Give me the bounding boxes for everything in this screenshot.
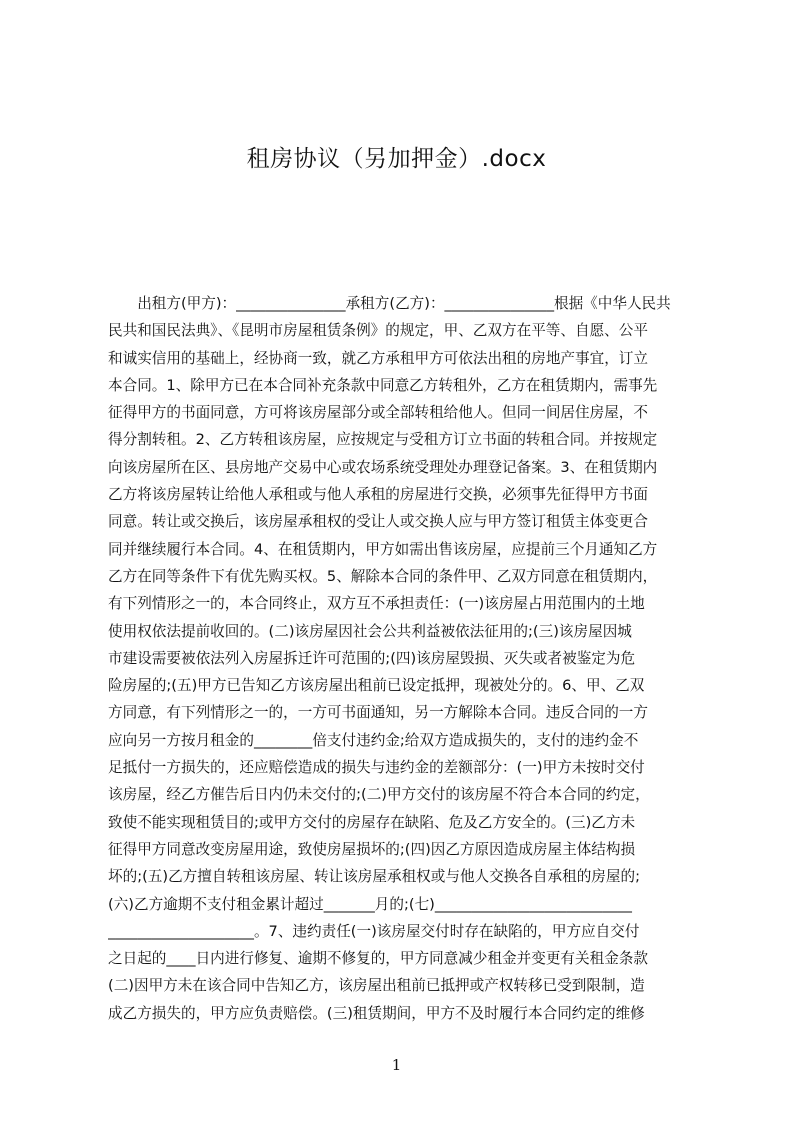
body-line: 有下列情形之一的，本合同终止，双方互不承担责任：(一)该房屋占用范围内的土地: [108, 595, 645, 613]
body-line: 向该房屋所在区、县房地产交易中心或农场系统受理处办理登记备案。3、在租赁期内: [108, 458, 658, 476]
body-line: 征得甲方同意改变房屋用途，致使房屋损坏的;(四)因乙方原因造成房屋主体结构损: [108, 840, 636, 858]
body-line: 乙方将该房屋转让给他人承租或与他人承租的房屋进行交换，必须事先征得甲方书面: [108, 486, 648, 504]
body-line: 同意。转让或交换后，该房屋承租权的受让人或交换人应与甲方签订租赁主体变更合: [108, 513, 648, 531]
body-line: 应向另一方按月租金的________倍支付违约金;给双方造成损失的，支付的违约金不: [108, 731, 639, 749]
body-line: 和诚实信用的基础上，经协商一致，就乙方承租甲方可依法出租的房地产事宜，订立: [108, 349, 648, 367]
body-line: 足抵付一方损失的，还应赔偿造成的损失与违约金的差额部分：(一)甲方未按时交付: [108, 759, 645, 777]
body-line: (二)因甲方未在该合同中告知乙方，该房屋出租前已抵押或产权转移已受到限制，造: [108, 977, 645, 995]
body-line: 得分割转租。2、乙方转租该房屋，应按规定与受租方订立书面的转租合同。并按规定: [108, 431, 658, 449]
document-title: 租房协议（另加押金）.docx: [246, 146, 547, 172]
body-line: ____________________。7、违约责任(一)该房屋交付时存在缺陷的，甲方应自交付: [108, 922, 640, 940]
body-line: 征得甲方的书面同意，方可将该房屋部分或全部转租给他人。但同一间居住房屋，不: [108, 404, 648, 422]
body-line: 本合同。1、除甲方已在本合同补充条款中同意乙方转租外，乙方在租赁期内，需事先: [108, 376, 658, 394]
body-line: 成乙方损失的，甲方应负责赔偿。(三)租赁期间，甲方不及时履行本合同约定的维修: [108, 1004, 645, 1022]
body-line: 坏的;(五)乙方擅自转租该房屋、转让该房屋承租权或与他人交换各自承租的房屋的;: [108, 868, 641, 886]
body-line: 市建设需要被依法列入房屋拆迁许可范围的;(四)该房屋毁损、灭失或者被鉴定为危: [108, 649, 636, 667]
body-line: 使用权依法提前收回的。(二)该房屋因社会公共利益被依法征用的;(三)该房屋因城: [108, 622, 632, 640]
body-line: 方同意，有下列情形之一的，一方可书面通知，另一方解除本合同。违反合同的一方: [108, 704, 648, 722]
page-number: 1: [391, 1056, 402, 1074]
body-line: 民共和国民法典》、《昆明市房屋租赁条例》的规定，甲、乙双方在平等、自愿、公平: [108, 322, 648, 340]
document-body: [108, 290, 698, 1027]
body-line: 该房屋，经乙方催告后日内仍未交付的;(二)甲方交付的该房屋不符合本合同的约定，: [108, 786, 650, 804]
body-line: (六)乙方逾期不支付租金累计超过_______月的;(七)___________________________: [108, 895, 632, 913]
body-line: 同并继续履行本合同。4、在租赁期内，甲方如需出售该房屋，应提前三个月通知乙方: [108, 540, 658, 558]
body-line: 致使不能实现租赁目的;或甲方交付的房屋存在缺陷、危及乙方安全的。(三)乙方未: [108, 813, 636, 831]
body-line: 出租方(甲方)：_______________承租方(乙方)：_______________根据《中华人民共: [108, 295, 671, 312]
body-line: 之日起的____日内进行修复、逾期不修复的，甲方同意减少租金并变更有关租金条款: [108, 950, 648, 968]
body-line: 险房屋的;(五)甲方已告知乙方该房屋出租前已设定抵押，现被处分的。6、甲、乙双: [108, 677, 645, 695]
body-line: 乙方在同等条件下有优先购买权。5、解除本合同的条件甲、乙双方同意在租赁期内，: [108, 567, 658, 585]
